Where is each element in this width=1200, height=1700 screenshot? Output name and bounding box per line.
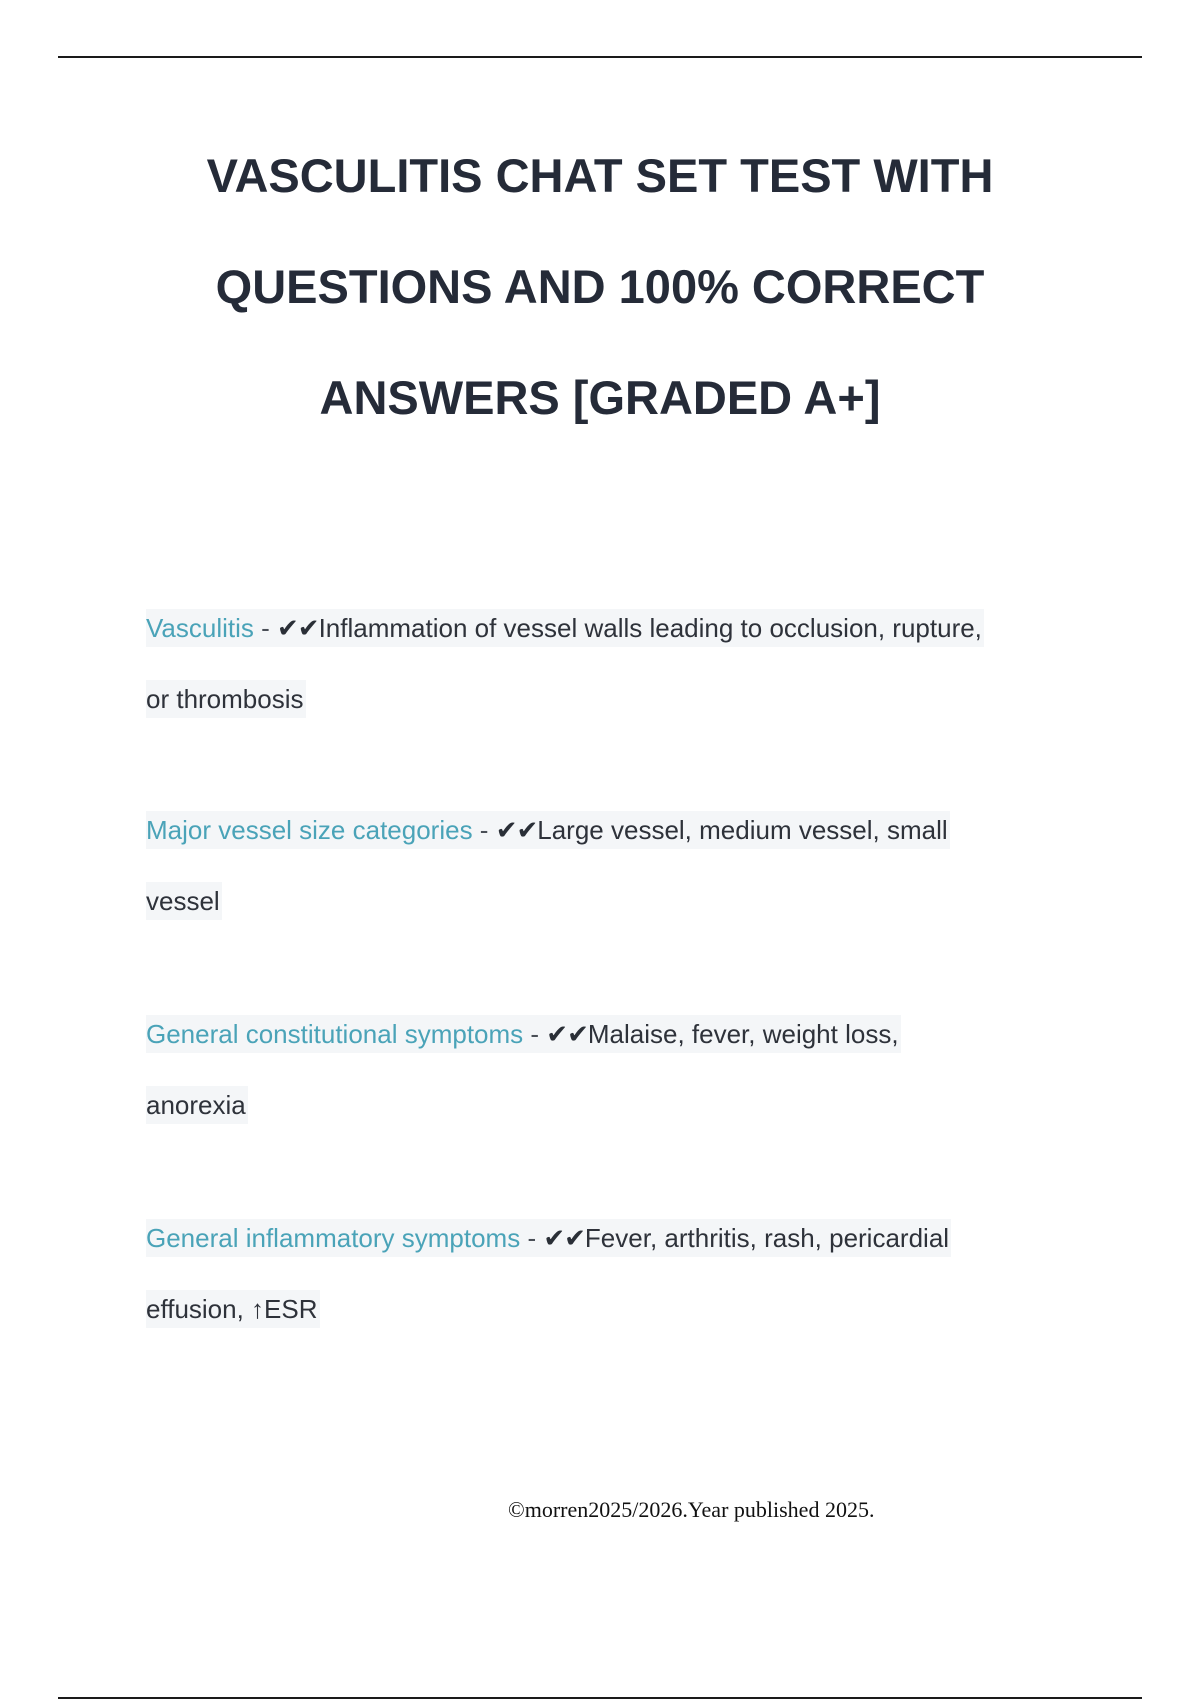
qa-answer: Large vessel, medium vessel, small xyxy=(537,815,948,845)
qa-item-inflammatory xyxy=(146,1203,1086,1345)
qa-line xyxy=(146,795,1086,866)
qa-line xyxy=(146,999,1086,1070)
qa-separator: - xyxy=(520,1223,544,1253)
qa-item-vessel-size xyxy=(146,795,1086,937)
qa-line xyxy=(146,1070,1086,1141)
check-mark-icon: ✔✔ xyxy=(495,815,538,845)
qa-answer-continued: vessel xyxy=(146,882,222,920)
qa-line xyxy=(146,664,1086,735)
qa-term: Vasculitis xyxy=(146,613,254,643)
copyright-footer: ©morren2025/2026.Year published 2025. xyxy=(508,1497,875,1522)
qa-separator: - xyxy=(472,815,496,845)
qa-answer: Malaise, fever, weight loss, xyxy=(587,1019,899,1049)
title-line: VASCULITIS CHAT SET TEST WITH xyxy=(206,149,994,202)
bottom-rule xyxy=(58,1697,1142,1699)
qa-item-vasculitis xyxy=(146,593,1086,735)
check-mark-icon: ✔✔ xyxy=(546,1019,588,1049)
qa-term: General constitutional symptoms xyxy=(146,1019,524,1049)
qa-term: General inflammatory symptoms xyxy=(146,1223,521,1253)
qa-answer-continued: effusion, ↑ESR xyxy=(146,1290,320,1328)
qa-answer: Inflammation of vessel walls leading to occlusion, rupture, xyxy=(318,613,982,643)
qa-term: Major vessel size categories xyxy=(146,815,473,845)
title-line: QUESTIONS AND 100% CORRECT xyxy=(215,260,985,313)
qa-line xyxy=(146,593,1086,664)
qa-answer: Fever, arthritis, rash, pericardial xyxy=(584,1223,950,1253)
check-mark-icon: ✔✔ xyxy=(277,613,319,643)
qa-answer-continued: or thrombosis xyxy=(146,680,306,718)
title-line: ANSWERS [GRADED A+] xyxy=(319,371,881,424)
top-rule xyxy=(58,56,1142,58)
qa-line xyxy=(146,866,1086,937)
qa-item-constitutional xyxy=(146,999,1086,1141)
qa-line xyxy=(146,1274,1086,1345)
qa-answer-continued: anorexia xyxy=(146,1086,248,1124)
qa-line xyxy=(146,1203,1086,1274)
check-mark-icon: ✔✔ xyxy=(543,1223,585,1253)
document-title xyxy=(100,120,1100,453)
qa-separator: - xyxy=(253,613,277,643)
qa-separator: - xyxy=(523,1019,547,1049)
